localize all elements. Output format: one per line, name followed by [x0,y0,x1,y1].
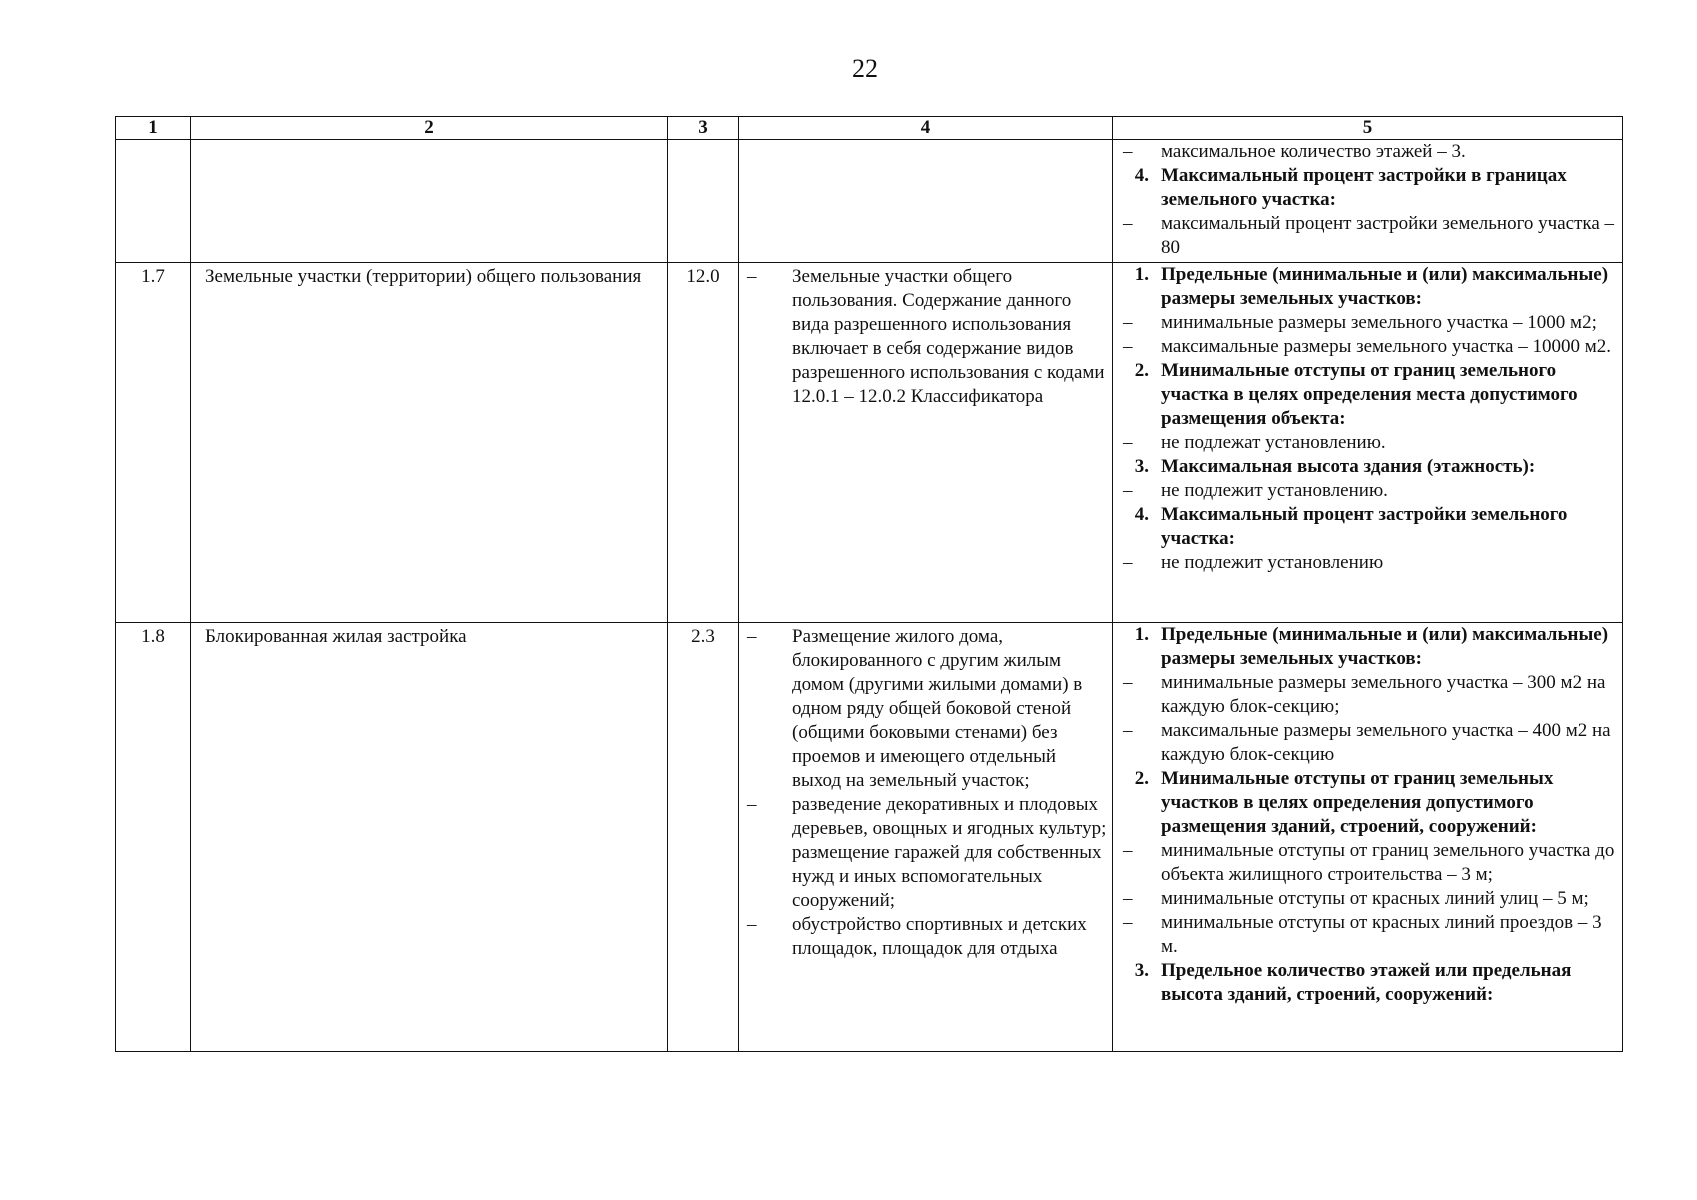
parameter-heading [1117,359,1620,431]
row-number: 1.8 [116,623,191,1052]
parameters-cell [1113,140,1623,263]
parameter-text: минимальные отступы от красных линий проездов – 3 м. [1161,912,1602,957]
parameter-item [1117,479,1620,503]
table-row [116,623,1623,1052]
zoning-table [115,116,1623,1052]
dash-marker: – [747,626,757,647]
parameter-text: Минимальные отступы от границ земельных участков в целях определения допустимого размещения зданий, строений, сооружений: [1161,768,1554,837]
item-number: 3. [1134,960,1149,981]
dash-marker: – [1123,912,1133,933]
dash-marker: – [747,794,757,815]
row-number [116,140,191,263]
parameter-heading [1117,263,1620,311]
parameter-item [1117,311,1620,335]
dash-marker: – [747,914,757,935]
parameter-text: Максимальный процент застройки в границах земельного участка: [1161,165,1567,210]
parameters-cell [1113,623,1623,1052]
parameter-heading [1117,455,1620,479]
item-number: 1. [1134,264,1149,285]
parameter-text: Предельное количество этажей или предельная высота зданий, строений, сооружений: [1161,960,1572,1005]
page-number: 22 [852,54,878,83]
row-number: 1.7 [116,263,191,623]
item-number: 4. [1134,165,1149,186]
parameter-text: Максимальная высота здания (этажность): [1161,456,1536,477]
parameter-text: Предельные (минимальные и (или) максимальные) размеры земельных участков: [1161,624,1609,669]
dash-marker: – [1123,336,1133,357]
parameter-item [1117,140,1620,164]
description-item [745,625,1108,793]
land-use-name: Земельные участки (территории) общего пользования [191,263,668,623]
description-text: Земельные участки общего пользования. Содержание данного вида разрешенного использования включает в себя содержание видов разрешенного использования с кодами 12.0.1 – 12.0.2 Классификатора [792,266,1105,407]
parameter-item [1117,212,1620,260]
land-use-name: Блокированная жилая застройка [191,623,668,1052]
parameter-text: минимальные размеры земельного участка – 1000 м2; [1161,312,1597,333]
parameter-item [1117,719,1620,767]
land-use-description [739,140,1113,263]
land-use-description [739,263,1113,623]
parameter-item [1117,551,1620,575]
dash-marker: – [1123,213,1133,234]
land-use-name [191,140,668,263]
parameter-text: максимальные размеры земельного участка – 10000 м2. [1161,336,1611,357]
parameter-text: Предельные (минимальные и (или) максимальные) размеры земельных участков: [1161,264,1609,309]
parameter-text: максимальные размеры земельного участка – 400 м2 на каждую блок-секцию [1161,720,1611,765]
item-number: 3. [1134,456,1149,477]
parameter-text: Минимальные отступы от границ земельного участка в целях определения места допустимого размещения объекта: [1161,360,1578,429]
parameter-heading [1117,164,1620,212]
parameter-text: не подлежит установлению. [1161,480,1388,501]
parameter-text: не подлежит установлению [1161,552,1384,573]
description-item [745,793,1108,913]
dash-marker: – [1123,840,1133,861]
parameter-item [1117,431,1620,455]
dash-marker: – [1123,552,1133,573]
land-use-description [739,623,1113,1052]
item-number: 2. [1134,360,1149,381]
dash-marker: – [1123,141,1133,162]
parameter-text: минимальные отступы от границ земельного участка до объекта жилищного строительства – 3 м; [1161,840,1615,885]
header-col-1: 1 [116,117,191,140]
classifier-code [668,140,739,263]
description-text: обустройство спортивных и детских площадок, площадок для отдыха [792,914,1087,959]
header-col-5: 5 [1113,117,1623,140]
header-col-3: 3 [668,117,739,140]
classifier-code: 2.3 [668,623,739,1052]
dash-marker: – [747,266,757,287]
parameter-item [1117,335,1620,359]
header-row [116,117,1623,140]
parameter-text: не подлежат установлению. [1161,432,1386,453]
parameter-heading [1117,959,1620,1007]
item-number: 2. [1134,768,1149,789]
description-item [745,913,1108,961]
parameter-text: минимальные отступы от красных линий улиц – 5 м; [1161,888,1589,909]
description-item [745,265,1108,409]
parameter-heading [1117,623,1620,671]
dash-marker: – [1123,720,1133,741]
parameter-item [1117,839,1620,887]
parameter-item [1117,671,1620,719]
header-col-2: 2 [191,117,668,140]
dash-marker: – [1123,672,1133,693]
table-row [116,140,1623,263]
dash-marker: – [1123,888,1133,909]
item-number: 4. [1134,504,1149,525]
parameter-item [1117,911,1620,959]
parameter-text: максимальный процент застройки земельного участка – 80 [1161,213,1615,258]
dash-marker: – [1123,432,1133,453]
dash-marker: – [1123,312,1133,333]
parameter-text: максимальное количество этажей – 3. [1161,141,1466,162]
parameter-heading [1117,503,1620,551]
item-number: 1. [1134,624,1149,645]
parameter-text: минимальные размеры земельного участка – 300 м2 на каждую блок-секцию; [1161,672,1606,717]
table-row [116,263,1623,623]
parameter-item [1117,887,1620,911]
parameter-text: Максимальный процент застройки земельного участка: [1161,504,1568,549]
header-col-4: 4 [739,117,1113,140]
parameters-cell [1113,263,1623,623]
description-text: Размещение жилого дома, блокированного с другим жилым домом (другими жилыми домами) в одном ряду общей боковой стеной (общими боковыми стенами) без проемов и имеющего отдельный выход на земельный участок; [792,626,1083,791]
description-text: разведение декоративных и плодовых деревьев, овощных и ягодных культур; размещение гаражей для собственных нужд и иных вспомогательных сооружений; [792,794,1107,911]
parameter-heading [1117,767,1620,839]
dash-marker: – [1123,480,1133,501]
classifier-code: 12.0 [668,263,739,623]
